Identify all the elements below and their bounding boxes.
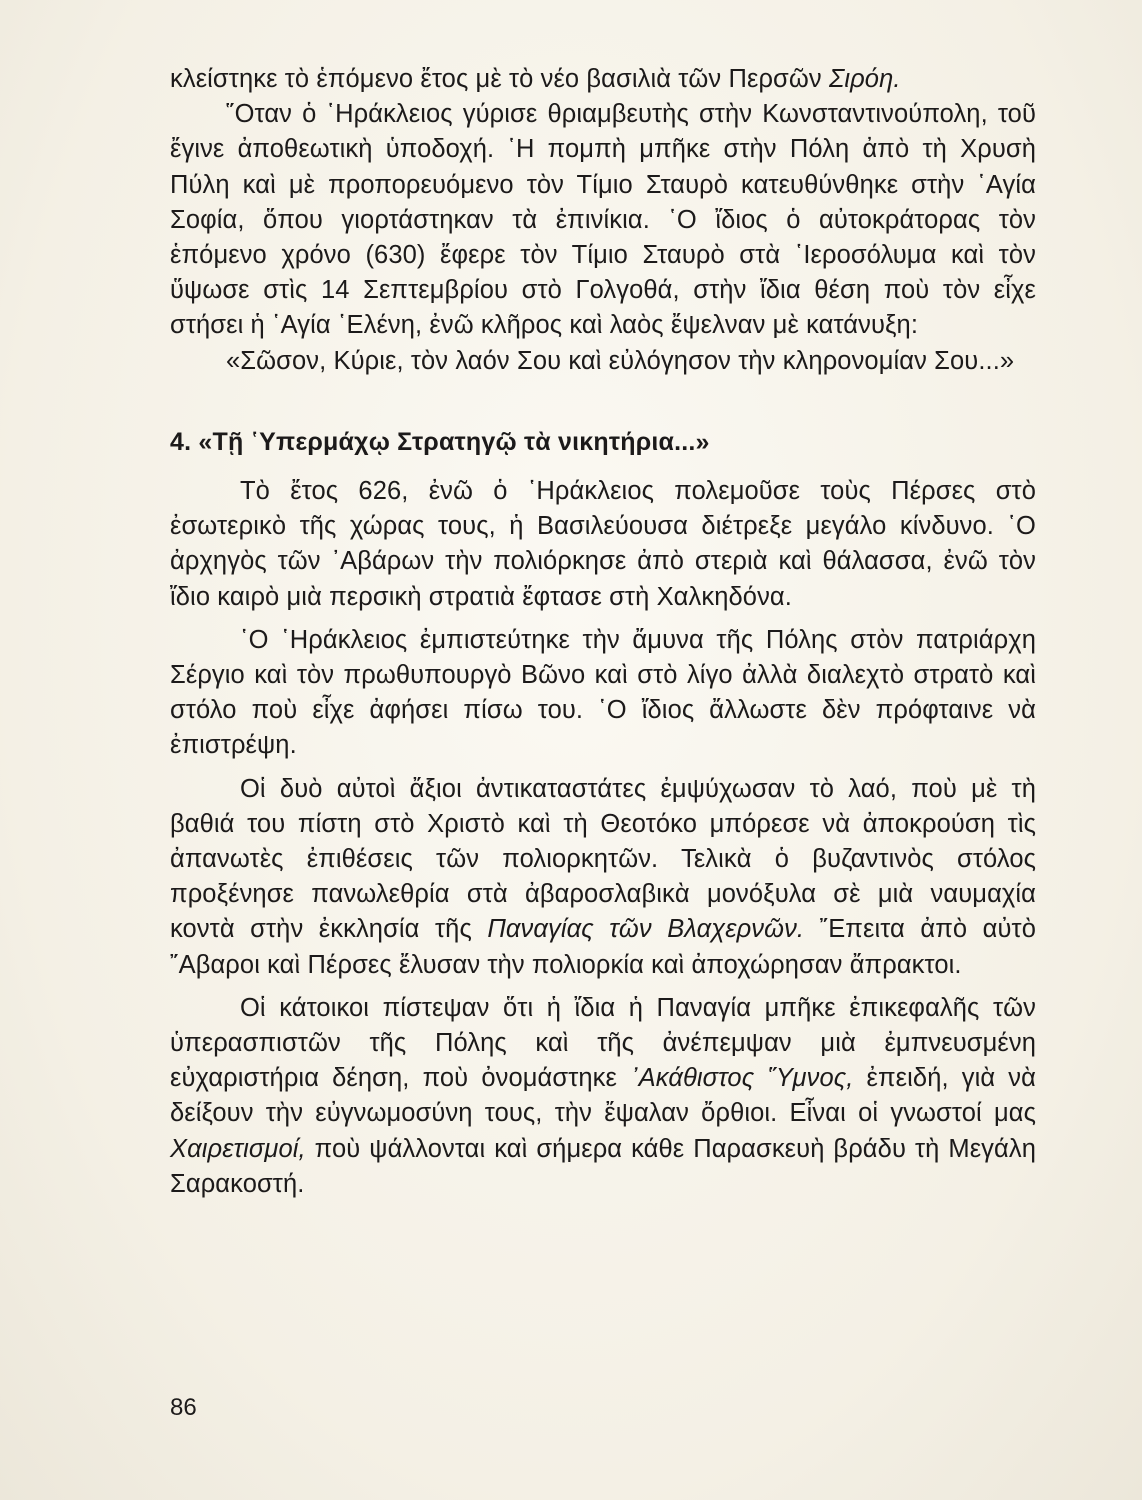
page-number: 86 bbox=[170, 1394, 197, 1421]
paragraph: Οἱ δυὸ αὐτοὶ ἄξιοι ἀντικαταστάτες ἐμψύχωσαν τὸ λαό, ποὺ μὲ τὴ βαθιά του πίστη στὸ Χριστὸ καὶ τὴ Θεοτόκο μπόρεσε νὰ ἀποκρούση τὶς ἀπανωτὲς ἐπιθέσεις τῶν πολιορκητῶν. Τελικὰ ὁ βυζαντινὸς στόλος προξένησε πανωλεθρία στὰ ἀβαροσλαβικὰ μονόξυλα σὲ μιὰ ναυμαχία κοντὰ στὴν ἐκκλησία τῆς Παναγίας τῶν Βλαχερνῶν. ῎Επειτα ἀπὸ αὐτὸ ῎Αβαροι καὶ Πέρσες ἔλυσαν τὴν πολιορκία καὶ ἀποχώρησαν ἄπρακτοι. bbox=[170, 774, 1036, 979]
section-heading: 4. «Τῇ ῾Υπερμάχῳ Στρατηγῷ τὰ νικητήρια...» bbox=[170, 427, 710, 456]
paragraph: Τὸ ἔτος 626, ἐνῶ ὁ ῾Ηράκλειος πολεμοῦσε τοὺς Πέρσες στὸ ἐσωτερικὸ τῆς χώρας τους, ἡ Βασιλεύουσα διέτρεξε μεγάλο κίνδυνο. ῾Ο ἀρχηγὸς τῶν ᾿Αβάρων τὴν πολιόρκησε ἀπὸ στεριὰ καὶ θάλασσα, ἐνῶ τὸν ἴδιο καιρὸ μιὰ περσικὴ στρατιὰ ἔφτασε στὴ Χαλκηδόνα. bbox=[170, 477, 1036, 611]
paragraph: ῾Ο ῾Ηράκλειος ἐμπιστεύτηκε τὴν ἄμυνα τῆς Πόλης στὸν πατριάρχη Σέργιο καὶ τὸν πρωθυπουργὸ Βῶνο καὶ στὸ λίγο ἀλλὰ διαλεχτὸ στρατὸ καὶ στόλο ποὺ εἶχε ἀφήσει πίσω του. ῾Ο ἴδιος ἄλλωστε δὲν πρόφταινε νὰ ἐπιστρέψη. bbox=[170, 625, 1036, 760]
text-body bbox=[170, 62, 1036, 1202]
paragraph: κλείστηκε τὸ ἑπόμενο ἔτος μὲ τὸ νέο βασιλιὰ τῶν Περσῶν Σιρόη. bbox=[170, 65, 901, 93]
paragraph: Οἱ κάτοικοι πίστεψαν ὅτι ἡ ἴδια ἡ Παναγία μπῆκε ἐπικεφαλῆς τῶν ὑπερασπιστῶν τῆς Πόλης καὶ τῆς ἀνέπεμψαν μιὰ ἐμπνευσμένη εὐχαριστήρια δέηση, ποὺ ὀνομάστηκε ᾿Ακάθιστος ῞Υμνος, ἐπειδή, γιὰ νὰ δείξουν τὴν εὐγνωμοσύνη τους, τὴν ἔψαλαν ὄρθιοι. Εἶναι οἱ γνωστοί μας Χαιρετισμοί, ποὺ ψάλλονται καὶ σήμερα κάθε Παρασκευὴ βράδυ τὴ Μεγάλη Σαρακοστή. bbox=[170, 993, 1036, 1198]
paragraph: ῞Οταν ὁ ῾Ηράκλειος γύρισε θριαμβευτὴς στὴν Κωνσταντινούπολη, τοῦ ἔγινε ἀποθεωτικὴ ὑποδοχή. ῾Η πομπὴ μπῆκε στὴν Πόλη ἀπὸ τὴ Χρυσὴ Πύλη καὶ μὲ προπορευόμενο τὸν Τίμιο Σταυρὸ κατευθύνθηκε στὴν ῾Αγία Σοφία, ὅπου γιορτάστηκαν τὰ ἐπινίκια. ῾Ο ἴδιος ὁ αὐτοκράτορας τὸν ἑπόμενο χρόνο (630) ἔφερε τὸν Τίμιο Σταυρὸ στὰ ῾Ιεροσόλυμα καὶ τὸν ὕψωσε στὶς 14 Σεπτεμβρίου στὸ Γολγοθά, στὴν ἴδια θέση ποὺ τὸν εἶχε στήσει ἡ ῾Αγία ῾Ελένη, ἐνῶ κλῆρος καὶ λαὸς ἔψελναν μὲ κατάνυξη: bbox=[170, 100, 1036, 340]
quotation: «Σῶσον, Κύριε, τὸν λαόν Σου καὶ εὐλόγησον τὴν κληρονομίαν Σου...» bbox=[226, 346, 1015, 375]
